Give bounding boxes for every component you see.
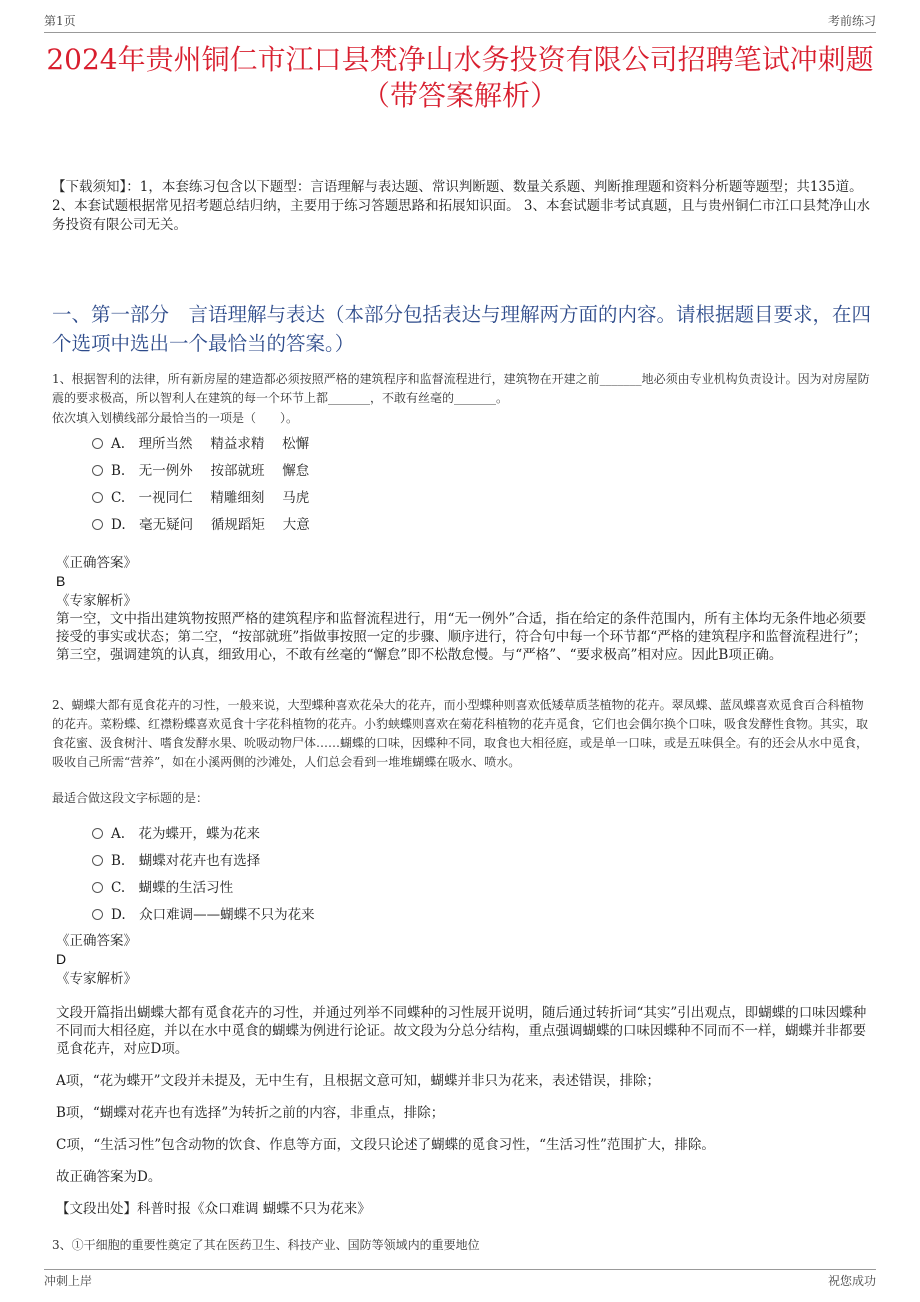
analysis-option-b: B项，“蝴蝶对花卉也有选择”为转折之前的内容，非重点，排除；: [56, 1105, 445, 1121]
option-c[interactable]: C. 蝴蝶的生活习性: [92, 872, 492, 899]
answer-label: 《正确答案》: [56, 933, 137, 949]
page-header: [44, 12, 876, 32]
radio-icon[interactable]: [92, 909, 103, 920]
footer-right: 祝您成功: [827, 1274, 876, 1288]
radio-icon[interactable]: [92, 438, 103, 449]
header-tag: 考前练习: [827, 14, 876, 28]
analysis-label: 《专家解析》: [56, 971, 137, 987]
text-source: 【文段出处】科普时报《众口难调 蝴蝶不只为花来》: [56, 1201, 371, 1217]
radio-icon[interactable]: [92, 828, 103, 839]
radio-icon[interactable]: [92, 882, 103, 893]
answer-label: 《正确答案》: [56, 555, 137, 571]
radio-icon[interactable]: [92, 492, 103, 503]
question-1-instruction: 依次填入划横线部分最恰当的一项是（ ）。: [52, 411, 299, 425]
option-a[interactable]: A. 理所当然 精益求精 松懈: [92, 428, 492, 455]
correct-answer: B: [56, 573, 66, 589]
section-heading: 一、第一部分 言语理解与表达（本部分包括表达与理解两方面的内容。请根据题目要求，在四个选项中选出一个最恰当的答案。）: [52, 303, 872, 355]
option-d[interactable]: D. 毫无疑问 循规蹈矩 大意: [92, 509, 492, 536]
option-b[interactable]: B. 无一例外 按部就班 懈怠: [92, 455, 492, 482]
footer-left: 冲刺上岸: [44, 1274, 93, 1288]
analysis-option-c: C项，“生活习性”包含动物的饮食、作息等方面，文段只论述了蝴蝶的觅食习性，“生活习性”范围扩大，排除。: [56, 1137, 715, 1153]
question-2-instruction: 最适合做这段文字标题的是：: [52, 791, 209, 805]
document-title: 2024年贵州铜仁市江口县梵净山水务投资有限公司招聘笔试冲刺题（带答案解析）: [46, 43, 874, 112]
option-a[interactable]: A. 花为蝶开，蝶为花来: [92, 818, 492, 845]
download-notice: 【下载须知】：1，本套练习包含以下题型：言语理解与表达题、常识判断题、数量关系题、判断推理题和资料分析题等题型；共135道。 2、本套试题根据常见招考题总结归纳，主要用于练习答题思路和拓展知识面。 3、本套试题非考试真题，且与贵州铜仁市江口县梵净山水务投资有限公司无关。: [52, 179, 870, 233]
analysis-option-a: A项，“花为蝶开”文段并未提及，无中生有，且根据文意可知，蝴蝶并非只为花来，表述错误，排除；: [56, 1073, 661, 1089]
header-divider: [44, 32, 876, 33]
question-2-stem: 2、蝴蝶大都有觅食花卉的习性，一般来说，大型蝶种喜欢花朵大的花卉，而小型蝶种则喜欢低矮草质茎植物的花卉。翠凤蝶、蓝凤蝶喜欢觅食百合科植物的花卉。菜粉蝶、红襟粉蝶喜欢觅食十字花科植物的花卉。小豹蛱蝶则喜欢在菊花科植物的花卉觅食，它们也会偶尔换个口味，吸食发酵性食物。其实，取食花蜜、汲食树汁、嗜食发酵水果、吮吸动物尸体……蝴蝶的口味，因蝶种不同，取食也大相径庭，或是单一口味，或是五味俱全。有的还会从水中觅食，吸收自己所需“营养”，如在小溪两侧的沙滩处，人们总会看到一堆堆蝴蝶在吸水、喷水。: [52, 698, 869, 769]
analysis-conclusion: 故正确答案为D。: [56, 1169, 162, 1185]
question-1-stem: 1、根据智利的法律，所有新房屋的建造都必须按照严格的建筑程序和监督流程进行，建筑物在开建之前_______地必须由专业机构负责设计。因为对房屋防震的要求极高，所以智利人在建筑的每一个环节上都_______，不敢有丝毫的_______。: [52, 372, 870, 405]
analysis-text: 文段开篇指出蝴蝶大都有觅食花卉的习性，并通过列举不同蝶种的习性展开说明，随后通过转折词“其实”引出观点，即蝴蝶的口味因蝶种不同而大相径庭，并以在水中觅食的蝴蝶为例进行论证。故文段为分总分结构，重点强调蝴蝶的口味因蝶种不同而不一样，蝴蝶并非都要觅食花卉，对应D项。: [56, 1005, 867, 1057]
footer-divider: [44, 1269, 876, 1270]
radio-icon[interactable]: [92, 519, 103, 530]
correct-answer: D: [56, 951, 67, 967]
question-2-options: [92, 818, 492, 926]
radio-icon[interactable]: [92, 855, 103, 866]
radio-icon[interactable]: [92, 465, 103, 476]
question-3-stem: 3、①干细胞的重要性奠定了其在医药卫生、科技产业、国防等领域内的重要地位: [52, 1238, 480, 1252]
option-c[interactable]: C. 一视同仁 精雕细刻 马虎: [92, 482, 492, 509]
analysis-label: 《专家解析》: [56, 593, 137, 609]
page-footer: [44, 1272, 876, 1290]
page-number: 第1页: [44, 14, 76, 28]
option-d[interactable]: D. 众口难调——蝴蝶不只为花来: [92, 899, 492, 926]
analysis-text: 第一空，文中指出建筑物按照严格的建筑程序和监督流程进行，用“无一例外”合适，指在给定的条件范围内，所有主体均无条件地必须要接受的事实或状态；第二空，“按部就班”指做事按照一定的步骤、顺序进行，符合句中每一个环节都“严格的建筑程序和监督流程进行”；第三空，强调建筑的认真，细致用心，不敢有丝毫的“懈怠”即不松散怠慢。与“严格”、“要求极高”相对应。因此B项正确。: [56, 611, 867, 663]
option-b[interactable]: B. 蝴蝶对花卉也有选择: [92, 845, 492, 872]
question-1-options: [92, 428, 492, 536]
